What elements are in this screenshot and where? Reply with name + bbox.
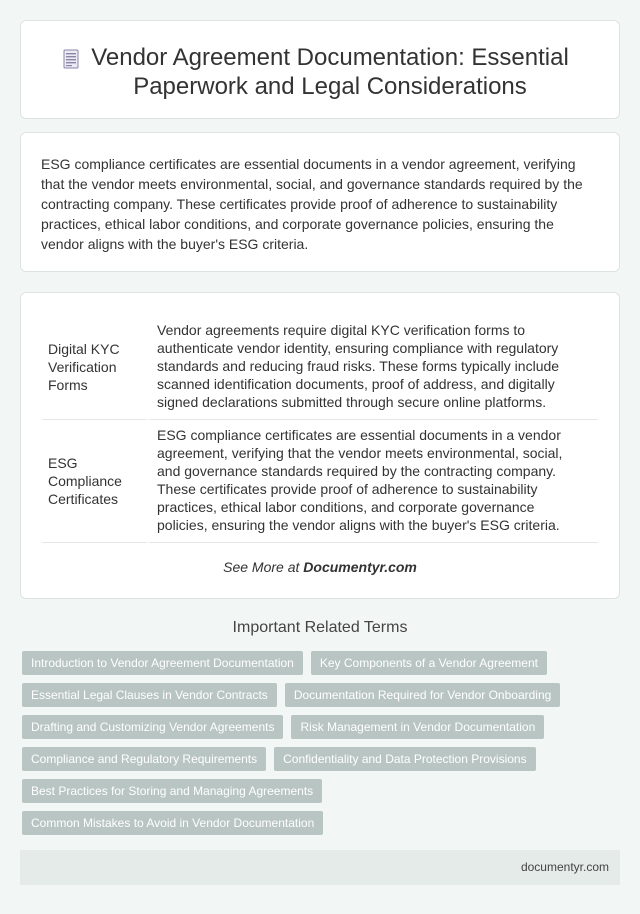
see-more-prefix: See More at: [223, 559, 304, 575]
related-terms-list: [22, 651, 602, 843]
title-card: [20, 20, 620, 119]
related-term-tag[interactable]: Introduction to Vendor Agreement Documentation: [22, 651, 303, 675]
term-cell: Digital KYC Verification Forms: [42, 315, 147, 420]
intro-card: [20, 132, 620, 272]
related-terms-heading: Important Related Terms: [232, 619, 408, 636]
table-row: [42, 420, 598, 543]
related-term-tag[interactable]: Confidentiality and Data Protection Provisions: [274, 747, 535, 771]
related-term-tag[interactable]: Key Components of a Vendor Agreement: [311, 651, 547, 675]
related-term-tag[interactable]: Drafting and Customizing Vendor Agreements: [22, 715, 283, 739]
description-cell: ESG compliance certificates are essential documents in a vendor agreement, verifying that the vendor meets environmental, social, and governance standards required by the contracting company. These certificates provide proof of adherence to sustainability practices, ethical labor conditions, and corporate governance policies, ensuring the vendor aligns with the buyer's ESG criteria.: [147, 420, 598, 543]
footer: [20, 850, 620, 885]
related-term-tag[interactable]: Compliance and Regulatory Requirements: [22, 747, 266, 771]
footer-site-link[interactable]: documentyr.com: [520, 860, 609, 874]
term-cell: ESG Compliance Certificates: [42, 420, 147, 543]
description-cell: Vendor agreements require digital KYC verification forms to authenticate vendor identity, ensuring compliance with regulatory standards and reducing fraud risks. These forms typically include scanned identification documents, proof of address, and digitally signed declarations submitted through secure online platforms.: [147, 315, 598, 420]
related-term-tag[interactable]: Essential Legal Clauses in Vendor Contracts: [22, 683, 277, 707]
see-more-link[interactable]: [21, 559, 619, 575]
table-row: [42, 315, 598, 420]
related-term-tag[interactable]: Best Practices for Storing and Managing Agreements: [22, 779, 322, 803]
terms-table: [42, 315, 598, 543]
related-term-tag[interactable]: Documentation Required for Vendor Onboarding: [285, 683, 561, 707]
see-more-site: Documentyr.com: [303, 559, 417, 575]
terms-table-card: [20, 292, 620, 599]
related-term-tag[interactable]: Risk Management in Vendor Documentation: [291, 715, 544, 739]
page-title: Vendor Agreement Documentation: Essential Paperwork and Legal Considerations: [91, 44, 569, 100]
related-term-tag[interactable]: Common Mistakes to Avoid in Vendor Documentation: [22, 811, 323, 835]
intro-paragraph: ESG compliance certificates are essential documents in a vendor agreement, verifying that the vendor meets environmental, social, and governance standards required by the contracting company. These certificates provide proof of adherence to sustainability practices, ethical labor conditions, and corporate governance policies, ensuring the vendor aligns with the buyer's ESG criteria.: [41, 156, 583, 252]
